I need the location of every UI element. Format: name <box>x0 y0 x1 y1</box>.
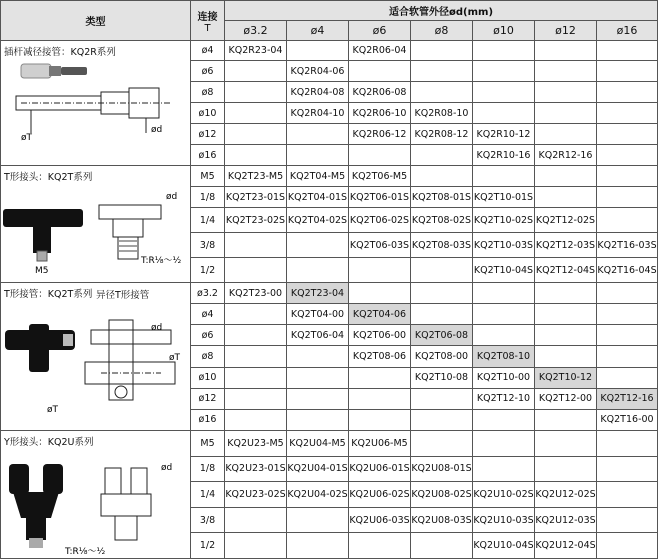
model-number-cell <box>535 304 597 325</box>
model-number-cell: KQ2T06-08 <box>411 325 473 346</box>
model-number-cell <box>287 533 349 559</box>
model-number-cell <box>535 103 597 124</box>
model-number-cell <box>225 103 287 124</box>
model-number-cell <box>225 507 287 533</box>
model-number-cell <box>597 507 658 533</box>
model-number-cell <box>473 61 535 82</box>
model-number-cell <box>411 409 473 430</box>
model-number-cell <box>225 325 287 346</box>
model-number-cell: KQ2R23-04 <box>225 41 287 61</box>
model-number-cell <box>287 346 349 367</box>
model-number-cell: KQ2T06-M5 <box>349 166 411 187</box>
model-number-cell <box>535 325 597 346</box>
model-number-cell: KQ2T10-04S <box>473 258 535 283</box>
model-number-cell: KQ2T04-01S <box>287 187 349 208</box>
table-row <box>1 41 658 61</box>
model-number-cell: KQ2T04-00 <box>287 304 349 325</box>
tube-size-col: ø12 <box>535 21 597 41</box>
model-number-cell: KQ2R04-08 <box>287 82 349 103</box>
connection-size: ø16 <box>191 145 225 166</box>
diagram-label-thread: T:R⅛～½ <box>141 256 182 266</box>
model-number-cell: KQ2T08-02S <box>411 208 473 233</box>
tube-size-col: ø3.2 <box>225 21 287 41</box>
model-number-cell <box>411 388 473 409</box>
model-number-cell: KQ2U23-M5 <box>225 431 287 457</box>
tube-size-col: ø8 <box>411 21 473 41</box>
product-title: Y形接头：KQ2U系列 <box>4 437 94 448</box>
model-number-cell <box>225 367 287 388</box>
model-number-cell <box>287 233 349 258</box>
model-number-cell: KQ2T06-01S <box>349 187 411 208</box>
model-number-cell <box>597 103 658 124</box>
model-number-cell: KQ2T10-01S <box>473 187 535 208</box>
model-number-cell: KQ2U10-02S <box>473 482 535 508</box>
model-number-cell: KQ2T06-02S <box>349 208 411 233</box>
model-number-cell: KQ2T08-01S <box>411 187 473 208</box>
diagram-label-m5: M5 <box>35 266 49 276</box>
model-number-cell <box>411 304 473 325</box>
conn-header-line1: 连接 <box>197 11 218 23</box>
model-number-cell: KQ2U04-M5 <box>287 431 349 457</box>
model-number-cell <box>411 533 473 559</box>
tee-diagram <box>1 183 189 278</box>
connection-size: ø10 <box>191 103 225 124</box>
conn-header <box>191 1 225 41</box>
reducer-diagram <box>1 58 189 153</box>
connection-size: ø3.2 <box>191 283 225 304</box>
model-number-cell <box>597 283 658 304</box>
model-number-cell <box>597 431 658 457</box>
model-number-cell <box>597 482 658 508</box>
model-number-cell: KQ2U10-03S <box>473 507 535 533</box>
y-diagram <box>1 448 189 558</box>
model-number-cell <box>535 456 597 482</box>
model-number-cell: KQ2R08-10 <box>411 103 473 124</box>
type-header: 类型 <box>1 1 191 41</box>
model-number-cell <box>597 456 658 482</box>
model-number-cell: KQ2R06-08 <box>349 82 411 103</box>
model-number-cell <box>349 61 411 82</box>
model-number-cell: KQ2R06-12 <box>349 124 411 145</box>
model-number-cell <box>535 61 597 82</box>
conn-header-line2: T <box>204 22 211 34</box>
model-number-cell: KQ2T12-16 <box>597 388 658 409</box>
product-title: T形接管：KQ2T系列 <box>4 289 93 300</box>
model-number-cell: KQ2T10-08 <box>411 367 473 388</box>
model-number-cell <box>349 283 411 304</box>
model-number-cell <box>411 145 473 166</box>
model-number-cell: KQ2T10-03S <box>473 233 535 258</box>
connection-size: 1/4 <box>191 482 225 508</box>
connection-size: 1/4 <box>191 208 225 233</box>
model-number-cell: KQ2T04-M5 <box>287 166 349 187</box>
model-number-cell: KQ2T23-00 <box>225 283 287 304</box>
model-number-cell <box>349 388 411 409</box>
union-tee-diagram <box>1 300 189 430</box>
model-number-cell: KQ2T08-06 <box>349 346 411 367</box>
model-number-cell: KQ2R12-16 <box>535 145 597 166</box>
connection-size: ø12 <box>191 388 225 409</box>
model-number-cell: KQ2T10-00 <box>473 367 535 388</box>
model-number-cell <box>473 456 535 482</box>
model-number-cell: KQ2R04-06 <box>287 61 349 82</box>
diagram-label-od: ød <box>166 192 178 202</box>
model-number-cell <box>411 431 473 457</box>
diagram-label-ot-left: øT <box>47 405 59 415</box>
model-number-cell: KQ2T10-12 <box>535 367 597 388</box>
model-number-cell <box>473 103 535 124</box>
connection-size: ø16 <box>191 409 225 430</box>
model-number-cell: KQ2U23-02S <box>225 482 287 508</box>
model-number-cell <box>473 166 535 187</box>
connection-size: 1/8 <box>191 456 225 482</box>
model-number-cell: KQ2T12-10 <box>473 388 535 409</box>
model-number-cell <box>287 258 349 283</box>
tube-size-col: ø6 <box>349 21 411 41</box>
model-number-cell: KQ2U06-M5 <box>349 431 411 457</box>
model-number-cell <box>225 145 287 166</box>
model-number-cell: KQ2T16-00 <box>597 409 658 430</box>
model-number-cell: KQ2T10-02S <box>473 208 535 233</box>
model-number-cell: KQ2U08-01S <box>411 456 473 482</box>
model-number-cell <box>225 61 287 82</box>
model-number-cell <box>411 166 473 187</box>
diagram-label-left: øT <box>21 133 33 143</box>
connection-size: ø10 <box>191 367 225 388</box>
table-row <box>1 431 658 457</box>
model-number-cell: KQ2R10-12 <box>473 124 535 145</box>
model-number-cell: KQ2T08-03S <box>411 233 473 258</box>
model-number-cell: KQ2T08-00 <box>411 346 473 367</box>
model-number-cell <box>535 187 597 208</box>
diagram-label-od: ød <box>161 463 173 473</box>
model-number-cell <box>225 233 287 258</box>
product-type-cell <box>1 431 191 559</box>
model-number-cell <box>411 41 473 61</box>
model-number-cell: KQ2T23-01S <box>225 187 287 208</box>
model-number-cell <box>535 124 597 145</box>
connection-size: 1/2 <box>191 533 225 559</box>
diagram-label-thread: T:R⅛～½ <box>65 547 106 557</box>
model-number-cell: KQ2U23-01S <box>225 456 287 482</box>
model-number-cell: KQ2U12-03S <box>535 507 597 533</box>
diagram-label-right: ød <box>151 125 163 135</box>
model-number-cell: KQ2T23-04 <box>287 283 349 304</box>
tube-size-col: ø4 <box>287 21 349 41</box>
model-number-cell <box>473 304 535 325</box>
model-number-cell <box>535 283 597 304</box>
model-number-cell <box>349 367 411 388</box>
model-number-cell: KQ2T08-10 <box>473 346 535 367</box>
model-number-cell <box>225 533 287 559</box>
model-number-cell: KQ2R06-04 <box>349 41 411 61</box>
model-number-cell <box>535 82 597 103</box>
connection-size: ø12 <box>191 124 225 145</box>
model-number-cell <box>597 41 658 61</box>
model-number-cell <box>349 145 411 166</box>
model-number-cell: KQ2U06-01S <box>349 456 411 482</box>
model-number-cell: KQ2T06-04 <box>287 325 349 346</box>
model-number-cell: KQ2T06-00 <box>349 325 411 346</box>
model-number-cell: KQ2R08-12 <box>411 124 473 145</box>
model-number-cell: KQ2T23-02S <box>225 208 287 233</box>
connection-size: M5 <box>191 431 225 457</box>
model-number-cell: KQ2T12-04S <box>535 258 597 283</box>
table-row <box>1 166 658 187</box>
product-type-cell <box>1 41 191 166</box>
connection-size: M5 <box>191 166 225 187</box>
connection-size: 1/8 <box>191 187 225 208</box>
model-number-cell: KQ2T04-02S <box>287 208 349 233</box>
model-number-cell <box>287 124 349 145</box>
model-number-cell: KQ2U06-03S <box>349 507 411 533</box>
tube-size-col: ø16 <box>597 21 658 41</box>
model-number-cell <box>535 41 597 61</box>
model-number-cell: KQ2T04-06 <box>349 304 411 325</box>
model-number-cell <box>597 82 658 103</box>
model-number-cell: KQ2U12-04S <box>535 533 597 559</box>
model-number-cell <box>597 346 658 367</box>
diagram-label-ot-right: øT <box>169 353 181 363</box>
product-type-cell <box>1 283 191 431</box>
model-number-cell <box>411 258 473 283</box>
model-number-cell <box>473 409 535 430</box>
model-number-cell <box>597 187 658 208</box>
model-number-cell <box>287 367 349 388</box>
product-title: 插杆减径接管：KQ2R系列 <box>4 47 116 58</box>
connection-size: ø4 <box>191 304 225 325</box>
model-number-cell: KQ2U08-03S <box>411 507 473 533</box>
connection-size: ø8 <box>191 346 225 367</box>
model-number-cell <box>597 208 658 233</box>
model-number-cell <box>349 409 411 430</box>
connection-size: ø8 <box>191 82 225 103</box>
model-number-cell <box>411 82 473 103</box>
model-number-cell: KQ2T06-03S <box>349 233 411 258</box>
model-number-cell <box>473 431 535 457</box>
model-number-cell <box>597 325 658 346</box>
model-number-cell <box>225 124 287 145</box>
product-type-cell <box>1 166 191 283</box>
connection-size: ø6 <box>191 325 225 346</box>
model-number-cell <box>411 61 473 82</box>
model-number-cell <box>349 258 411 283</box>
model-number-cell <box>535 346 597 367</box>
model-number-cell: KQ2R10-16 <box>473 145 535 166</box>
connection-size: 1/2 <box>191 258 225 283</box>
model-number-cell <box>225 304 287 325</box>
model-number-cell <box>349 533 411 559</box>
connection-size: 3/8 <box>191 233 225 258</box>
model-number-cell <box>597 533 658 559</box>
model-number-cell: KQ2R06-10 <box>349 103 411 124</box>
model-number-cell: KQ2T12-03S <box>535 233 597 258</box>
model-number-cell <box>225 258 287 283</box>
model-number-cell: KQ2U04-01S <box>287 456 349 482</box>
model-number-cell <box>597 145 658 166</box>
model-number-cell <box>225 409 287 430</box>
model-number-cell <box>287 145 349 166</box>
connection-size: 3/8 <box>191 507 225 533</box>
product-subtitle: 异径T形接管 <box>96 290 150 301</box>
model-number-cell: KQ2U06-02S <box>349 482 411 508</box>
model-number-cell <box>597 304 658 325</box>
connection-size: ø4 <box>191 41 225 61</box>
model-number-cell: KQ2T16-03S <box>597 233 658 258</box>
connection-size: ø6 <box>191 61 225 82</box>
model-number-cell: KQ2U04-02S <box>287 482 349 508</box>
model-number-cell <box>597 124 658 145</box>
model-number-cell <box>287 41 349 61</box>
tube-size-header: 适合软管外径ød(mm) <box>225 1 658 21</box>
model-number-cell: KQ2T16-04S <box>597 258 658 283</box>
model-number-cell: KQ2T23-M5 <box>225 166 287 187</box>
model-number-cell <box>287 409 349 430</box>
model-number-cell <box>225 388 287 409</box>
model-number-cell <box>597 367 658 388</box>
model-number-cell <box>535 409 597 430</box>
model-number-cell <box>597 166 658 187</box>
model-number-cell: KQ2R04-10 <box>287 103 349 124</box>
model-number-cell <box>287 388 349 409</box>
model-number-cell <box>597 61 658 82</box>
model-number-cell <box>287 507 349 533</box>
model-number-cell <box>225 346 287 367</box>
model-number-cell <box>473 283 535 304</box>
model-number-cell: KQ2T12-00 <box>535 388 597 409</box>
tube-size-col: ø10 <box>473 21 535 41</box>
model-number-cell <box>473 82 535 103</box>
model-number-cell: KQ2U08-02S <box>411 482 473 508</box>
diagram-label-od: ød <box>151 323 163 333</box>
model-number-cell <box>535 431 597 457</box>
model-number-cell: KQ2U10-04S <box>473 533 535 559</box>
model-number-cell <box>535 166 597 187</box>
model-number-cell <box>473 41 535 61</box>
model-number-cell <box>225 82 287 103</box>
product-title: T形接头：KQ2T系列 <box>4 172 93 183</box>
model-number-cell <box>411 283 473 304</box>
model-number-cell: KQ2T12-02S <box>535 208 597 233</box>
model-number-cell: KQ2U12-02S <box>535 482 597 508</box>
model-number-cell <box>473 325 535 346</box>
table-row <box>1 283 658 304</box>
